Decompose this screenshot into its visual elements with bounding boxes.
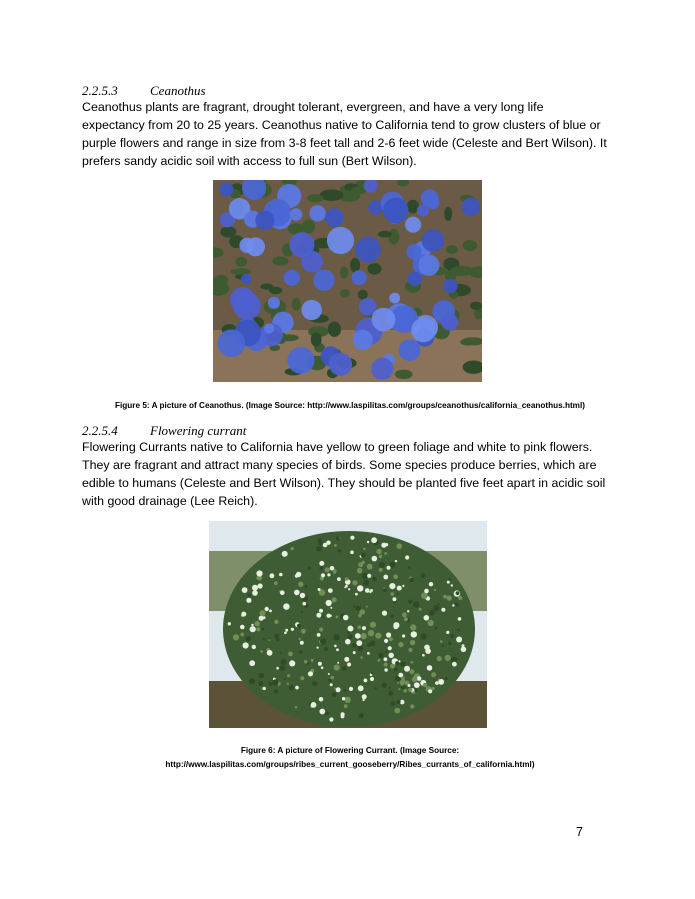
section-title: Ceanothus bbox=[150, 83, 206, 98]
paragraph-line: purple flowers and range in size from 3-8 feet tall and 2-6 feet wide (Celeste and Bert Wilson). It bbox=[82, 136, 607, 150]
flowering-currant-photo bbox=[209, 521, 487, 728]
page-number: 7 bbox=[576, 825, 583, 839]
paragraph-line: Ceanothus plants are fragrant, drought tolerant, evergreen, and have a very long life bbox=[82, 100, 544, 114]
paragraph-ceanothus bbox=[82, 98, 622, 170]
caption-line: http://www.laspilitas.com/groups/ribes_current_gooseberry/Ribes_currants_of_california.html) bbox=[165, 760, 535, 769]
section-number: 2.2.5.4 bbox=[82, 423, 118, 438]
paragraph-line: expectancy from 20 to 25 years. Ceanothus native to California tend to grow clusters of blue or bbox=[82, 118, 601, 132]
figure-caption-6 bbox=[60, 744, 640, 772]
section-heading-flowering-currant bbox=[82, 423, 246, 439]
caption-line: Figure 5: A picture of Ceanothus. (Image Source: http://www.laspilitas.com/groups/ceanothus/california_ceanothus.html) bbox=[115, 401, 585, 410]
paragraph-line: prefers sandy acidic soil with access to full sun (Bert Wilson). bbox=[82, 154, 417, 168]
caption-line: Figure 6: A picture of Flowering Currant. (Image Source: bbox=[240, 746, 460, 755]
paragraph-line: Flowering Currants native to California have yellow to green foliage and white to pink flowers. bbox=[82, 440, 593, 454]
paragraph-line: with good drainage (Lee Reich). bbox=[82, 494, 258, 508]
ceanothus-photo bbox=[213, 180, 482, 382]
section-heading-ceanothus bbox=[82, 83, 206, 99]
paragraph-line: edible to humans (Celeste and Bert Wilson). They should be planted five feet apart in acidic soil bbox=[82, 476, 606, 490]
figure-caption-5 bbox=[60, 399, 640, 413]
paragraph-flowering-currant bbox=[82, 438, 622, 510]
section-number: 2.2.5.3 bbox=[82, 83, 118, 98]
section-title: Flowering currant bbox=[150, 423, 247, 438]
paragraph-line: They are fragrant and attract many species of birds. Some species produce berries, which are bbox=[82, 458, 597, 472]
